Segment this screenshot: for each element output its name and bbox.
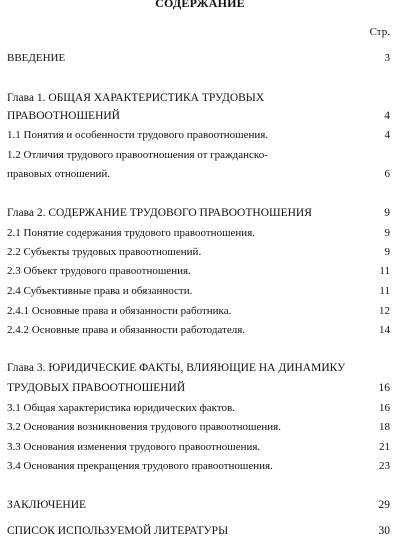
toc-entry-page: 9 (384, 207, 390, 219)
toc-entry-page: 11 (379, 265, 390, 277)
toc-entry-text: 2.4 Субъективные права и обязанности. (7, 285, 193, 297)
toc-entry-text: 3.2 Основания возникновения трудового правоотношения. (7, 421, 281, 433)
toc-entry-text: Глава 3. ЮРИДИЧЕСКИЕ ФАКТЫ, ВЛИЯЮЩИЕ НА ДИНАМИКУ (7, 362, 346, 374)
toc-entry-page: 23 (379, 460, 390, 472)
toc-entry-page: 6 (384, 168, 390, 180)
toc-entry-page: 16 (378, 382, 390, 394)
toc-entry-text: 1.2 Отличия трудового правоотношения от гражданско- (7, 149, 268, 161)
page-column-label: Стр. (369, 26, 390, 38)
toc-entry-text: 3.4 Основания прекращения трудового правоотношения. (7, 460, 273, 472)
toc-entry-text: ВВЕДЕНИЕ (7, 52, 66, 64)
toc-entry-text: 2.3 Объект трудового правоотношения. (7, 265, 191, 277)
toc-entry-text: 3.1 Общая характеристика юридических фактов. (7, 402, 235, 414)
toc-entry-page: 4 (384, 110, 390, 122)
toc-entry-text: 3.3 Основания изменения трудового правоотношения. (7, 441, 261, 453)
toc-entry-text: СПИСОК ИСПОЛЬЗУЕМОЙ ЛИТЕРАТУРЫ (7, 525, 229, 537)
toc-entry-page: 29 (378, 499, 390, 511)
toc-entry-text: ПРАВООТНОШЕНИЙ (7, 110, 120, 122)
toc-title: СОДЕРЖАНИЕ (155, 0, 245, 10)
toc-entry-page: 9 (384, 227, 390, 239)
toc-entry-text: правовых отношений. (7, 168, 111, 180)
toc-entry-page: 3 (384, 52, 390, 64)
toc-entry-text: 1.1 Понятия и особенности трудового правоотношения. (7, 129, 269, 141)
toc-entry-text: ТРУДОВЫХ ПРАВООТНОШЕНИЙ (7, 382, 186, 394)
toc-entry-page: 12 (379, 305, 390, 317)
toc-entry-page: 16 (379, 402, 390, 414)
toc-entry-text: 2.2 Субъекты трудовых правоотношений. (7, 246, 202, 258)
toc-entry-text: 2.4.2 Основные права и обязанности работодателя. (7, 324, 245, 336)
toc-entry-text: 2.4.1 Основные права и обязанности работника. (7, 305, 232, 317)
toc-entry-page: 21 (379, 441, 390, 453)
toc-entry-page: 14 (379, 324, 390, 336)
toc-entry-page: 9 (384, 246, 390, 258)
toc-entry-text: Глава 2. СОДЕРЖАНИЕ ТРУДОВОГО ПРАВООТНОШЕНИЯ (7, 207, 312, 219)
toc-entry-text: 2.1 Понятие содержания трудового правоотношения. (7, 227, 256, 239)
toc-entry-text: ЗАКЛЮЧЕНИЕ (7, 499, 87, 511)
toc-entry-page: 11 (379, 285, 390, 297)
toc-entry-page: 30 (378, 525, 390, 537)
toc-entry-text: Глава 1. ОБЩАЯ ХАРАКТЕРИСТИКА ТРУДОВЫХ (7, 92, 265, 104)
toc-entry-page: 4 (384, 129, 390, 141)
toc-entry-page: 18 (379, 421, 390, 433)
